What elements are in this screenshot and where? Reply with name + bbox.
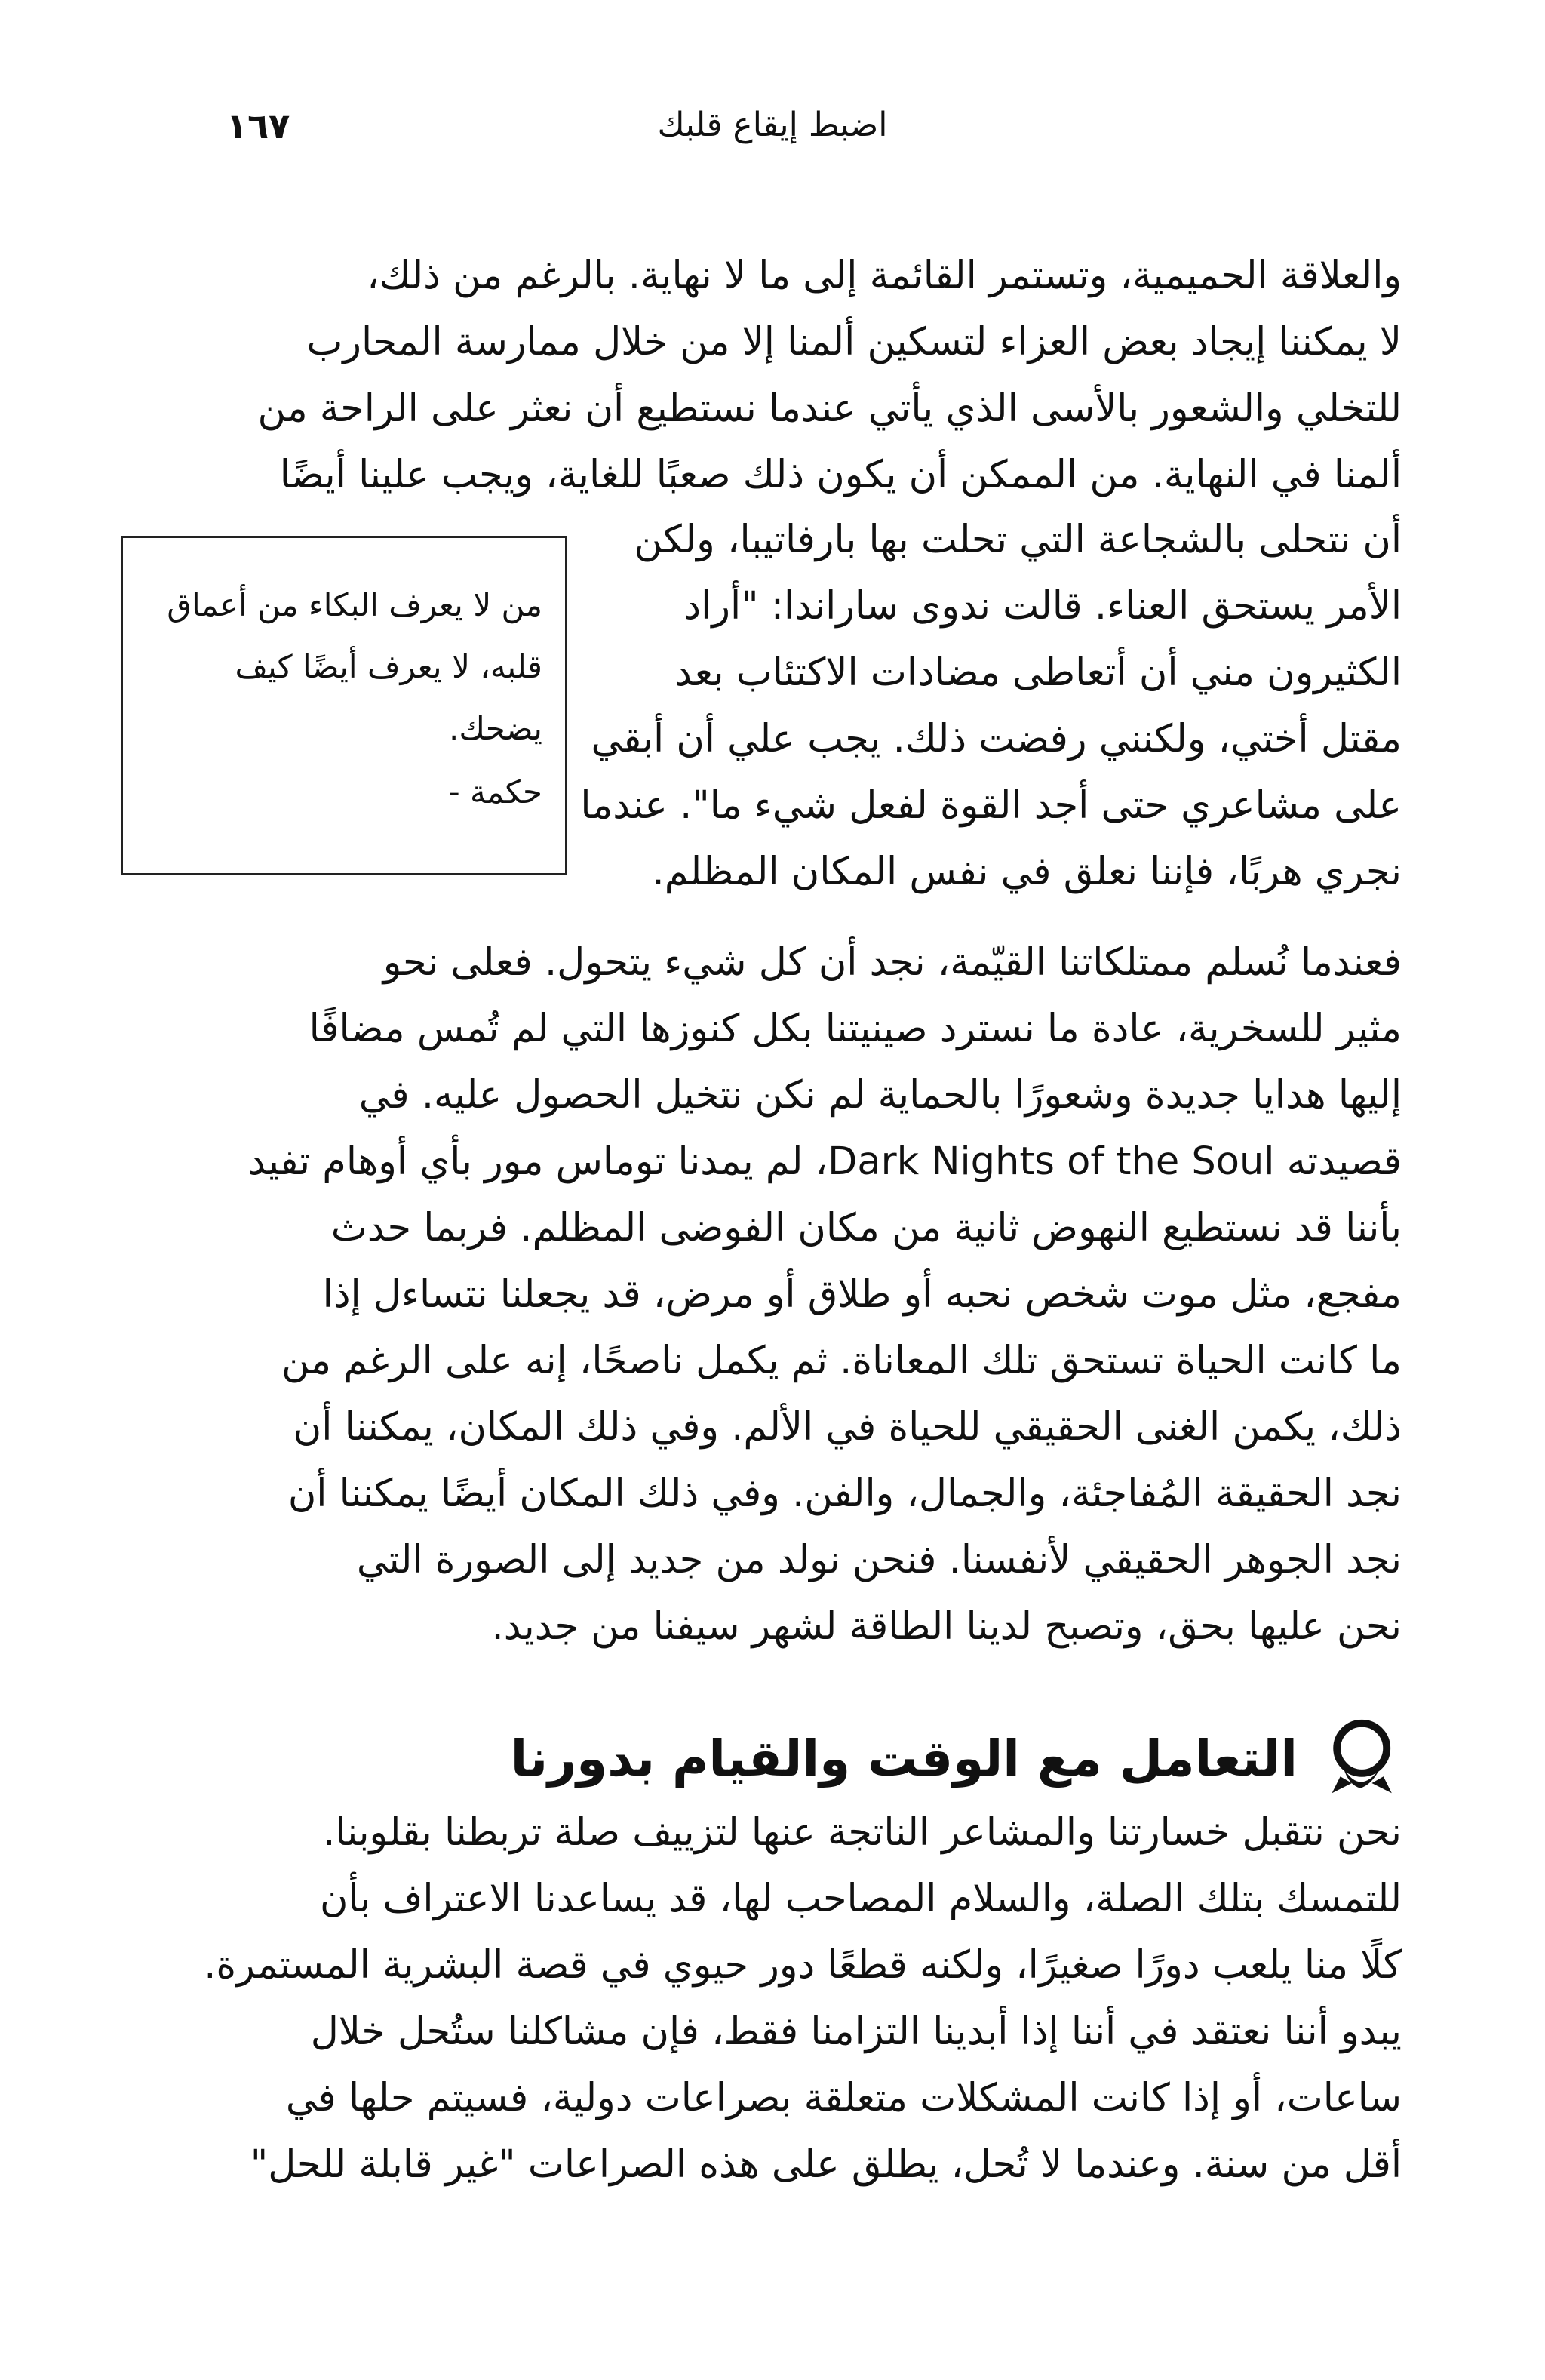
text-line: قصيدته Dark Nights of the Soul، لم يمدنا توماس مور بأي أوهام تفيد <box>247 1139 1402 1184</box>
lotus-knot-icon <box>1319 1717 1402 1800</box>
text-line: أقل من سنة. وعندما لا تُحل، يطلق على هذه الصراعات "غير قابلة للحل" <box>250 2142 1402 2187</box>
text-line: نجري هربًا، فإننا نعلق في نفس المكان المظلم. <box>652 850 1402 894</box>
text-line: مفجع، مثل موت شخص نحبه أو طلاق أو مرض، قد يجعلنا نتساءل إذا <box>322 1272 1402 1317</box>
paragraph-1 <box>232 243 1402 509</box>
text-line: الأمر يستحق العناء. قالت ندوى ساراندا: "أراد <box>683 584 1402 629</box>
text-line: فعندما نُسلم ممتلكاتنا القيّمة، نجد أن كل شيء يتحول. فعلى نحو <box>382 940 1402 985</box>
text-line: على مشاعري حتى أجد القوة لفعل شيء ما". عندما <box>580 783 1402 828</box>
text-line: ما كانت الحياة تستحق تلك المعاناة. ثم يكمل ناصحًا، إنه على الرغم من <box>281 1339 1402 1383</box>
text-line: والعلاقة الحميمية، وتستمر القائمة إلى ما لا نهاية. بالرغم من ذلك، <box>367 254 1402 298</box>
text-line: نحن عليها بحق، وتصبح لدينا الطاقة لشهر سيفنا من جديد. <box>491 1604 1402 1649</box>
text-line: ألمنا في النهاية. من الممكن أن يكون ذلك صعبًا للغاية، ويجب علينا أيضًا <box>279 453 1402 497</box>
paragraph-3 <box>232 930 1402 1660</box>
text-line: أن نتحلى بالشجاعة التي تحلت بها بارفاتيبا، ولكن <box>634 518 1402 562</box>
text-line: لا يمكننا إيجاد بعض العزاء لتسكين ألمنا إلا من خلال ممارسة المحارب <box>306 320 1402 364</box>
text-line: الكثيرون مني أن أتعاطى مضادات الاكتئاب بعد <box>674 650 1402 695</box>
paragraph-2 <box>580 507 1402 906</box>
page-number: ١٦٧ <box>226 106 290 146</box>
text-line: للتخلي والشعور بالأسى الذي يأتي عندما نستطيع أن نعثر على الراحة من <box>257 386 1402 431</box>
text-line: يبدو أننا نعتقد في أننا إذا أبدينا التزامنا فقط، فإن مشاكلنا ستُحل خلال <box>310 2009 1402 2054</box>
sidebar-quote-box <box>121 536 567 875</box>
section-heading-text: التعامل مع الوقت والقيام بدورنا <box>510 1729 1298 1788</box>
text-line: نحن نتقبل خسارتنا والمشاعر الناتجة عنها لتزييف صلة تربطنا بقلوبنا. <box>323 1810 1402 1855</box>
text-line: ذلك، يكمن الغنى الحقيقي للحياة في الألم. وفي ذلك المكان، يمكننا أن <box>293 1405 1402 1450</box>
running-header: اضبط إيقاع قلبك <box>657 106 888 144</box>
text-line: كلًا منا يلعب دورًا صغيرًا، ولكنه قطعًا دور حيوي في قصة البشرية المستمرة. <box>204 1943 1402 1988</box>
text-line: مثير للسخرية، عادة ما نسترد صينيتنا بكل كنوزها التي لم تُمس مضافًا <box>309 1007 1402 1051</box>
section-heading <box>377 1713 1402 1803</box>
text-line: إليها هدايا جديدة وشعورًا بالحماية لم نكن نتخيل الحصول عليه. في <box>358 1073 1402 1118</box>
text-line: بأننا قد نستطيع النهوض ثانية من مكان الفوضى المظلم. فربما حدث <box>330 1206 1402 1250</box>
text-line: نجد الجوهر الحقيقي لأنفسنا. فنحن نولد من جديد إلى الصورة التي <box>356 1538 1402 1582</box>
text-line: نجد الحقيقة المُفاجئة، والجمال، والفن. وفي ذلك المكان أيضًا يمكننا أن <box>287 1471 1402 1516</box>
sidebar-quote-attribution: حكمة - <box>448 773 542 810</box>
text-line: مقتل أختي، ولكنني رفضت ذلك. يجب علي أن أبقي <box>591 717 1402 761</box>
sidebar-quote-text: من لا يعرف البكاء من أعماق قلبه، لا يعرف أيضًا كيف يضحك. <box>167 586 542 747</box>
paragraph-4 <box>204 1800 1402 2198</box>
text-line: ساعات، أو إذا كانت المشكلات متعلقة بصراعات دولية، فسيتم حلها في <box>285 2076 1402 2120</box>
text-line: للتمسك بتلك الصلة، والسلام المصاحب لها، قد يساعدنا الاعتراف بأن <box>320 1877 1402 1921</box>
